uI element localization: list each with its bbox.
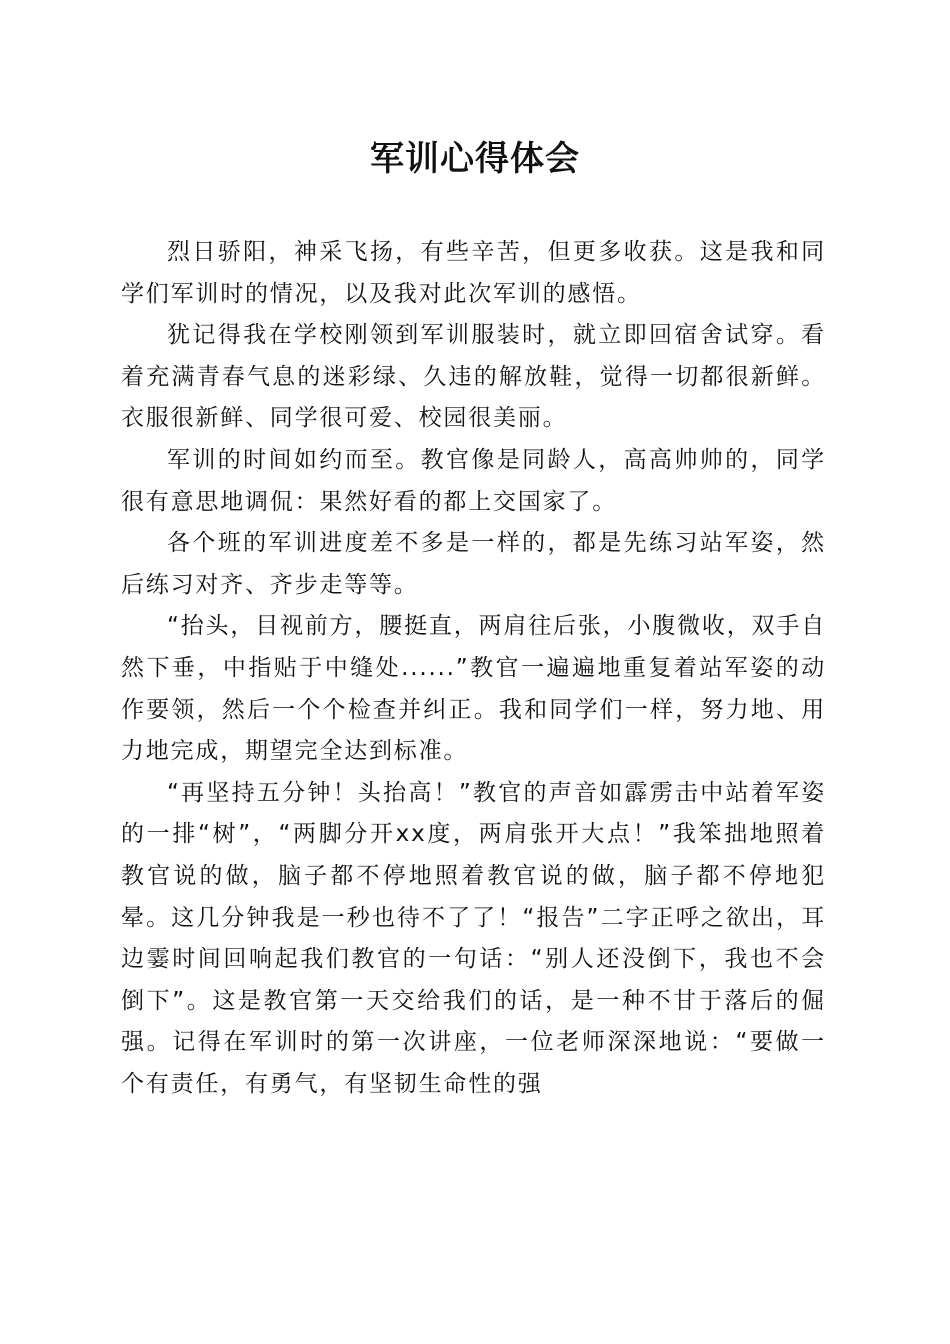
paragraph: 犹记得我在学校刚领到军训服装时，就立即回宿舍试穿。看着充满青春气息的迷彩绿、久违的解放鞋，觉得一切都很新鲜。衣服很新鲜、同学很可爱、校园很美丽。 — [121, 322, 826, 432]
document-title: 军训心得体会 — [370, 139, 580, 179]
document-body — [121, 232, 826, 1105]
paragraph: “再坚持五分钟！头抬高！”教官的声音如霹雳击中站着军姿的一排“树”，“两脚分开xx度，两肩张开大点！”我笨拙地照着教官说的做，脑子都不停地照着教官说的做，脑子都不停地犯晕。这几分钟我是一秒也待不了了！“报告”二字正呼之欲出，耳边霎时间回响起我们教官的一句话：“别人还没倒下，我也不会倒下”。这是教官第一天交给我们的话，是一种不甘于落后的倔强。记得在军训时的第一次讲座，一位老师深深地说：“要做一个有责任，有勇气，有坚韧生命性的强 — [121, 779, 826, 1097]
paragraph: 烈日骄阳，神采飞扬，有些辛苦，但更多收获。这是我和同学们军训时的情况，以及我对此次军训的感悟。 — [121, 239, 826, 307]
paragraph: 各个班的军训进度差不多是一样的，都是先练习站军姿，然后练习对齐、齐步走等等。 — [121, 530, 826, 598]
paragraph: “抬头，目视前方，腰挺直，两肩往后张，小腹微收，双手自然下垂，中指贴于中缝处......”教官一遍遍地重复着站军姿的动作要领，然后一个个检查并纠正。我和同学们一样，努力地、用力地完成，期望完全达到标准。 — [121, 613, 826, 765]
paragraph: 军训的时间如约而至。教官像是同龄人，高高帅帅的，同学很有意思地调侃：果然好看的都上交国家了。 — [121, 446, 826, 515]
